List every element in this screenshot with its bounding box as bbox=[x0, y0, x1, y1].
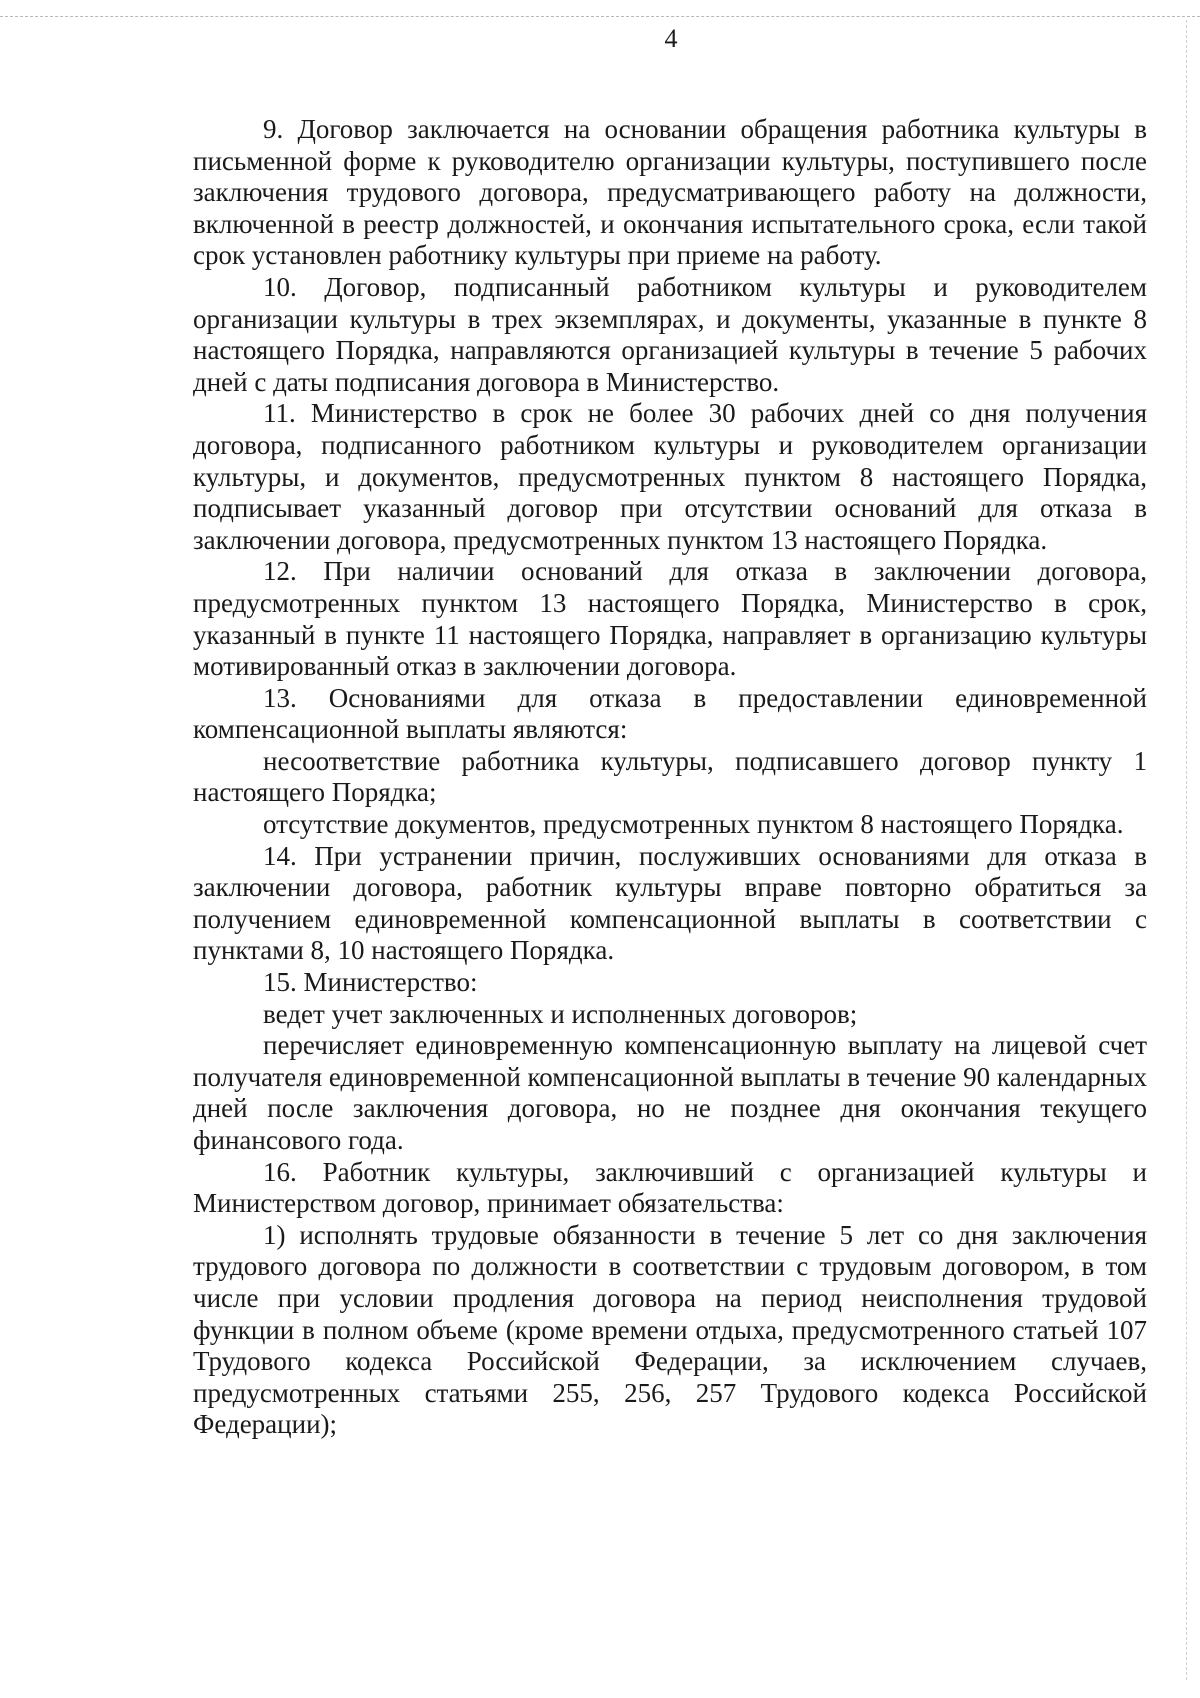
scan-edge-right bbox=[1186, 20, 1187, 1680]
paragraph-15-item-2: перечисляет единовременную компенсационную выплату на лицевой счет получателя единовременной компенсационной выплаты в течение 90 календарных дней после заключения договора, но не позднее дня окончания текущего финансового года. bbox=[193, 1030, 1148, 1155]
paragraph-11: 11. Министерство в срок не более 30 рабочих дней со дня получения договора, подписанного работником культуры и руководителем организации культуры, и документов, предусмотренных пунктом 8 настоящего Порядка, подписывает указанный договор при отсутствии оснований для отказа в заключении договора, предусмотренных пунктом 13 настоящего Порядка. bbox=[193, 398, 1147, 555]
paragraph-10: 10. Договор, подписанный работником культуры и руководителем организации культуры в трех экземплярах, и документы, указанные в пункте 8 настоящего Порядка, направляются организацией культуры в течение 5 рабочих дней с даты подписания договора в Министерство. bbox=[193, 271, 1147, 397]
paragraph-13: 13. Основаниями для отказа в предоставлении единовременной компенсационной выплаты являются: bbox=[193, 682, 1147, 745]
document-body bbox=[193, 114, 1147, 1441]
paragraph-15: 15. Министерство: bbox=[263, 967, 478, 998]
page-number: 4 bbox=[664, 24, 678, 53]
paragraph-13-item-2: отсутствие документов, предусмотренных пунктом 8 настоящего Порядка. bbox=[263, 809, 1124, 840]
paragraph-9: 9. Договор заключается на основании обращения работника культуры в письменной форме к руководителю организации культуры, поступившего после заключения трудового договора, предусматривающего работу на должности, включенной в реестр должностей, и окончания испытательного срока, если такой срок установлен работнику культуры при приеме на работу. bbox=[193, 114, 1147, 271]
paragraph-16-item-1: 1) исполнять трудовые обязанности в течение 5 лет со дня заключения трудового договора по должности в соответствии с трудовым договором, в том числе при условии продления договора на период неисполнения трудовой функции в полном объеме (кроме времени отдыха, предусмотренного статьей 107 Трудового кодекса Российской Федерации, за исключением случаев, предусмотренных статьями 255, 256, 257 Трудового кодекса Российской Федерации); bbox=[193, 1219, 1147, 1440]
scan-edge-top bbox=[0, 16, 1200, 17]
paragraph-15-item-1: ведет учет заключенных и исполненных договоров; bbox=[263, 998, 858, 1029]
paragraph-16: 16. Работник культуры, заключивший с организацией культуры и Министерством договор, принимает обязательства: bbox=[193, 1156, 1147, 1219]
paragraph-14: 14. При устранении причин, послуживших основаниями для отказа в заключении договора, работник культуры вправе повторно обратиться за получением единовременной компенсационной выплаты в соответствии с пунктами 8, 10 настоящего Порядка. bbox=[193, 840, 1147, 966]
paragraph-13-item-1: несоответствие работника культуры, подписавшего договор пункту 1 настоящего Порядка; bbox=[193, 745, 1147, 808]
paragraph-12: 12. При наличии оснований для отказа в заключении договора, предусмотренных пунктом 13 настоящего Порядка, Министерство в срок, указанный в пункте 11 настоящего Порядка, направляет в организацию культуры мотивированный отказ в заключении договора. bbox=[193, 556, 1147, 682]
